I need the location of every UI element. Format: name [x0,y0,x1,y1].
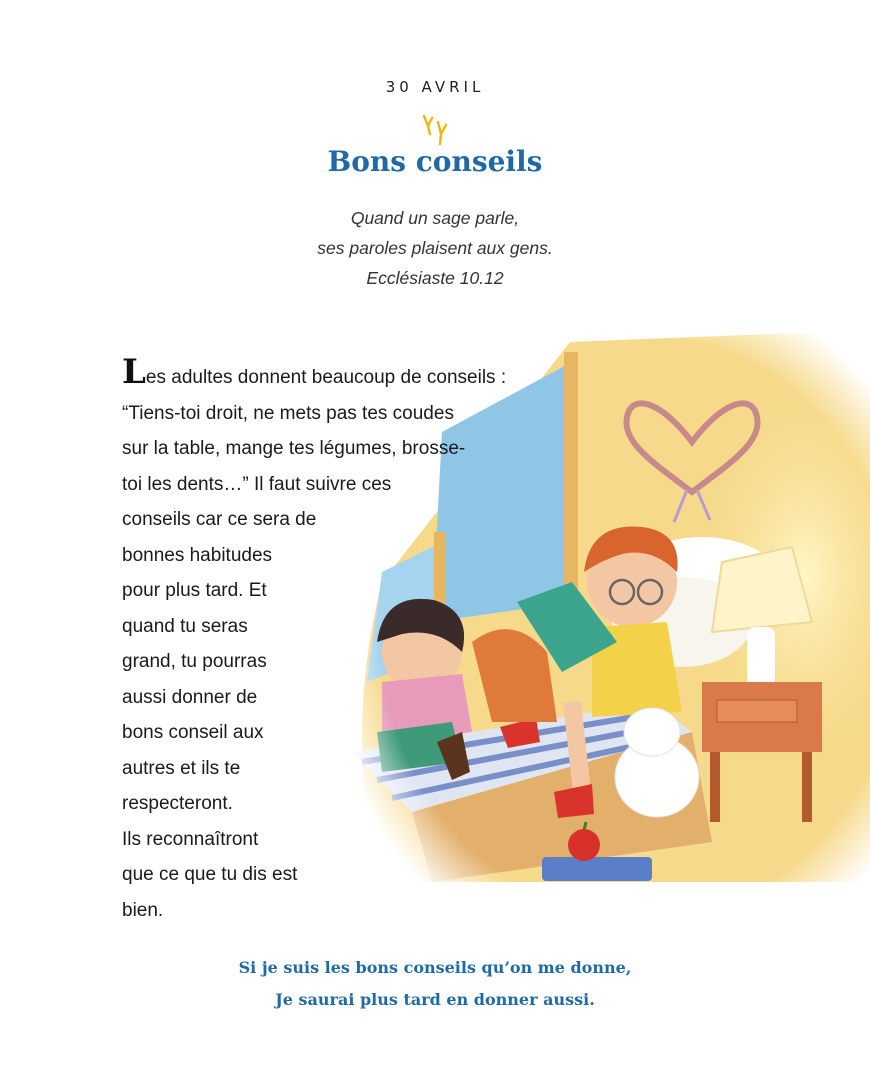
story-line: Ils reconnaîtront [122,828,259,850]
story-text [122,352,562,928]
page-date: 30 AVRIL [385,78,485,96]
bible-verse [0,203,870,293]
verse-line: Quand un sage parle, [350,208,520,228]
story-line: autres et ils te [122,757,241,779]
story-line: conseils car ce sera de [122,509,317,530]
story-line: quand tu seras [122,615,248,637]
story-line: pour plus tard. Et [122,580,267,601]
closing-prayer [0,952,870,1016]
story-line: respecteront. [122,793,233,814]
page-title: Bons conseils [327,145,543,178]
prayer-line: Si je suis les bons conseils qu’on me donne, [238,958,632,977]
story-line: aussi donner de [122,686,258,708]
story-line: bons conseil aux [122,722,264,743]
drop-cap: L [122,352,146,392]
verse-reference: Ecclésiaste 10.12 [366,268,504,288]
story-line: “Tiens-toi droit, ne mets pas tes coudes [122,402,454,424]
story-line: bien. [122,899,164,921]
prayer-line: Je saurai plus tard en donner aussi. [275,990,595,1009]
sprig-ornament-icon [410,112,460,146]
story-line: toi les dents…” Il faut suivre ces [122,473,392,495]
story-line: grand, tu pourras [122,651,267,672]
story-line-text: es adultes donnent beaucoup de conseils : [145,367,507,388]
verse-line: ses paroles plaisent aux gens. [317,238,553,258]
story-line: que ce que tu dis est [122,864,298,885]
story-line [122,352,562,396]
story-line: sur la table, mange tes légumes, brosse- [122,438,466,459]
story-line: bonnes habitudes [122,544,273,566]
